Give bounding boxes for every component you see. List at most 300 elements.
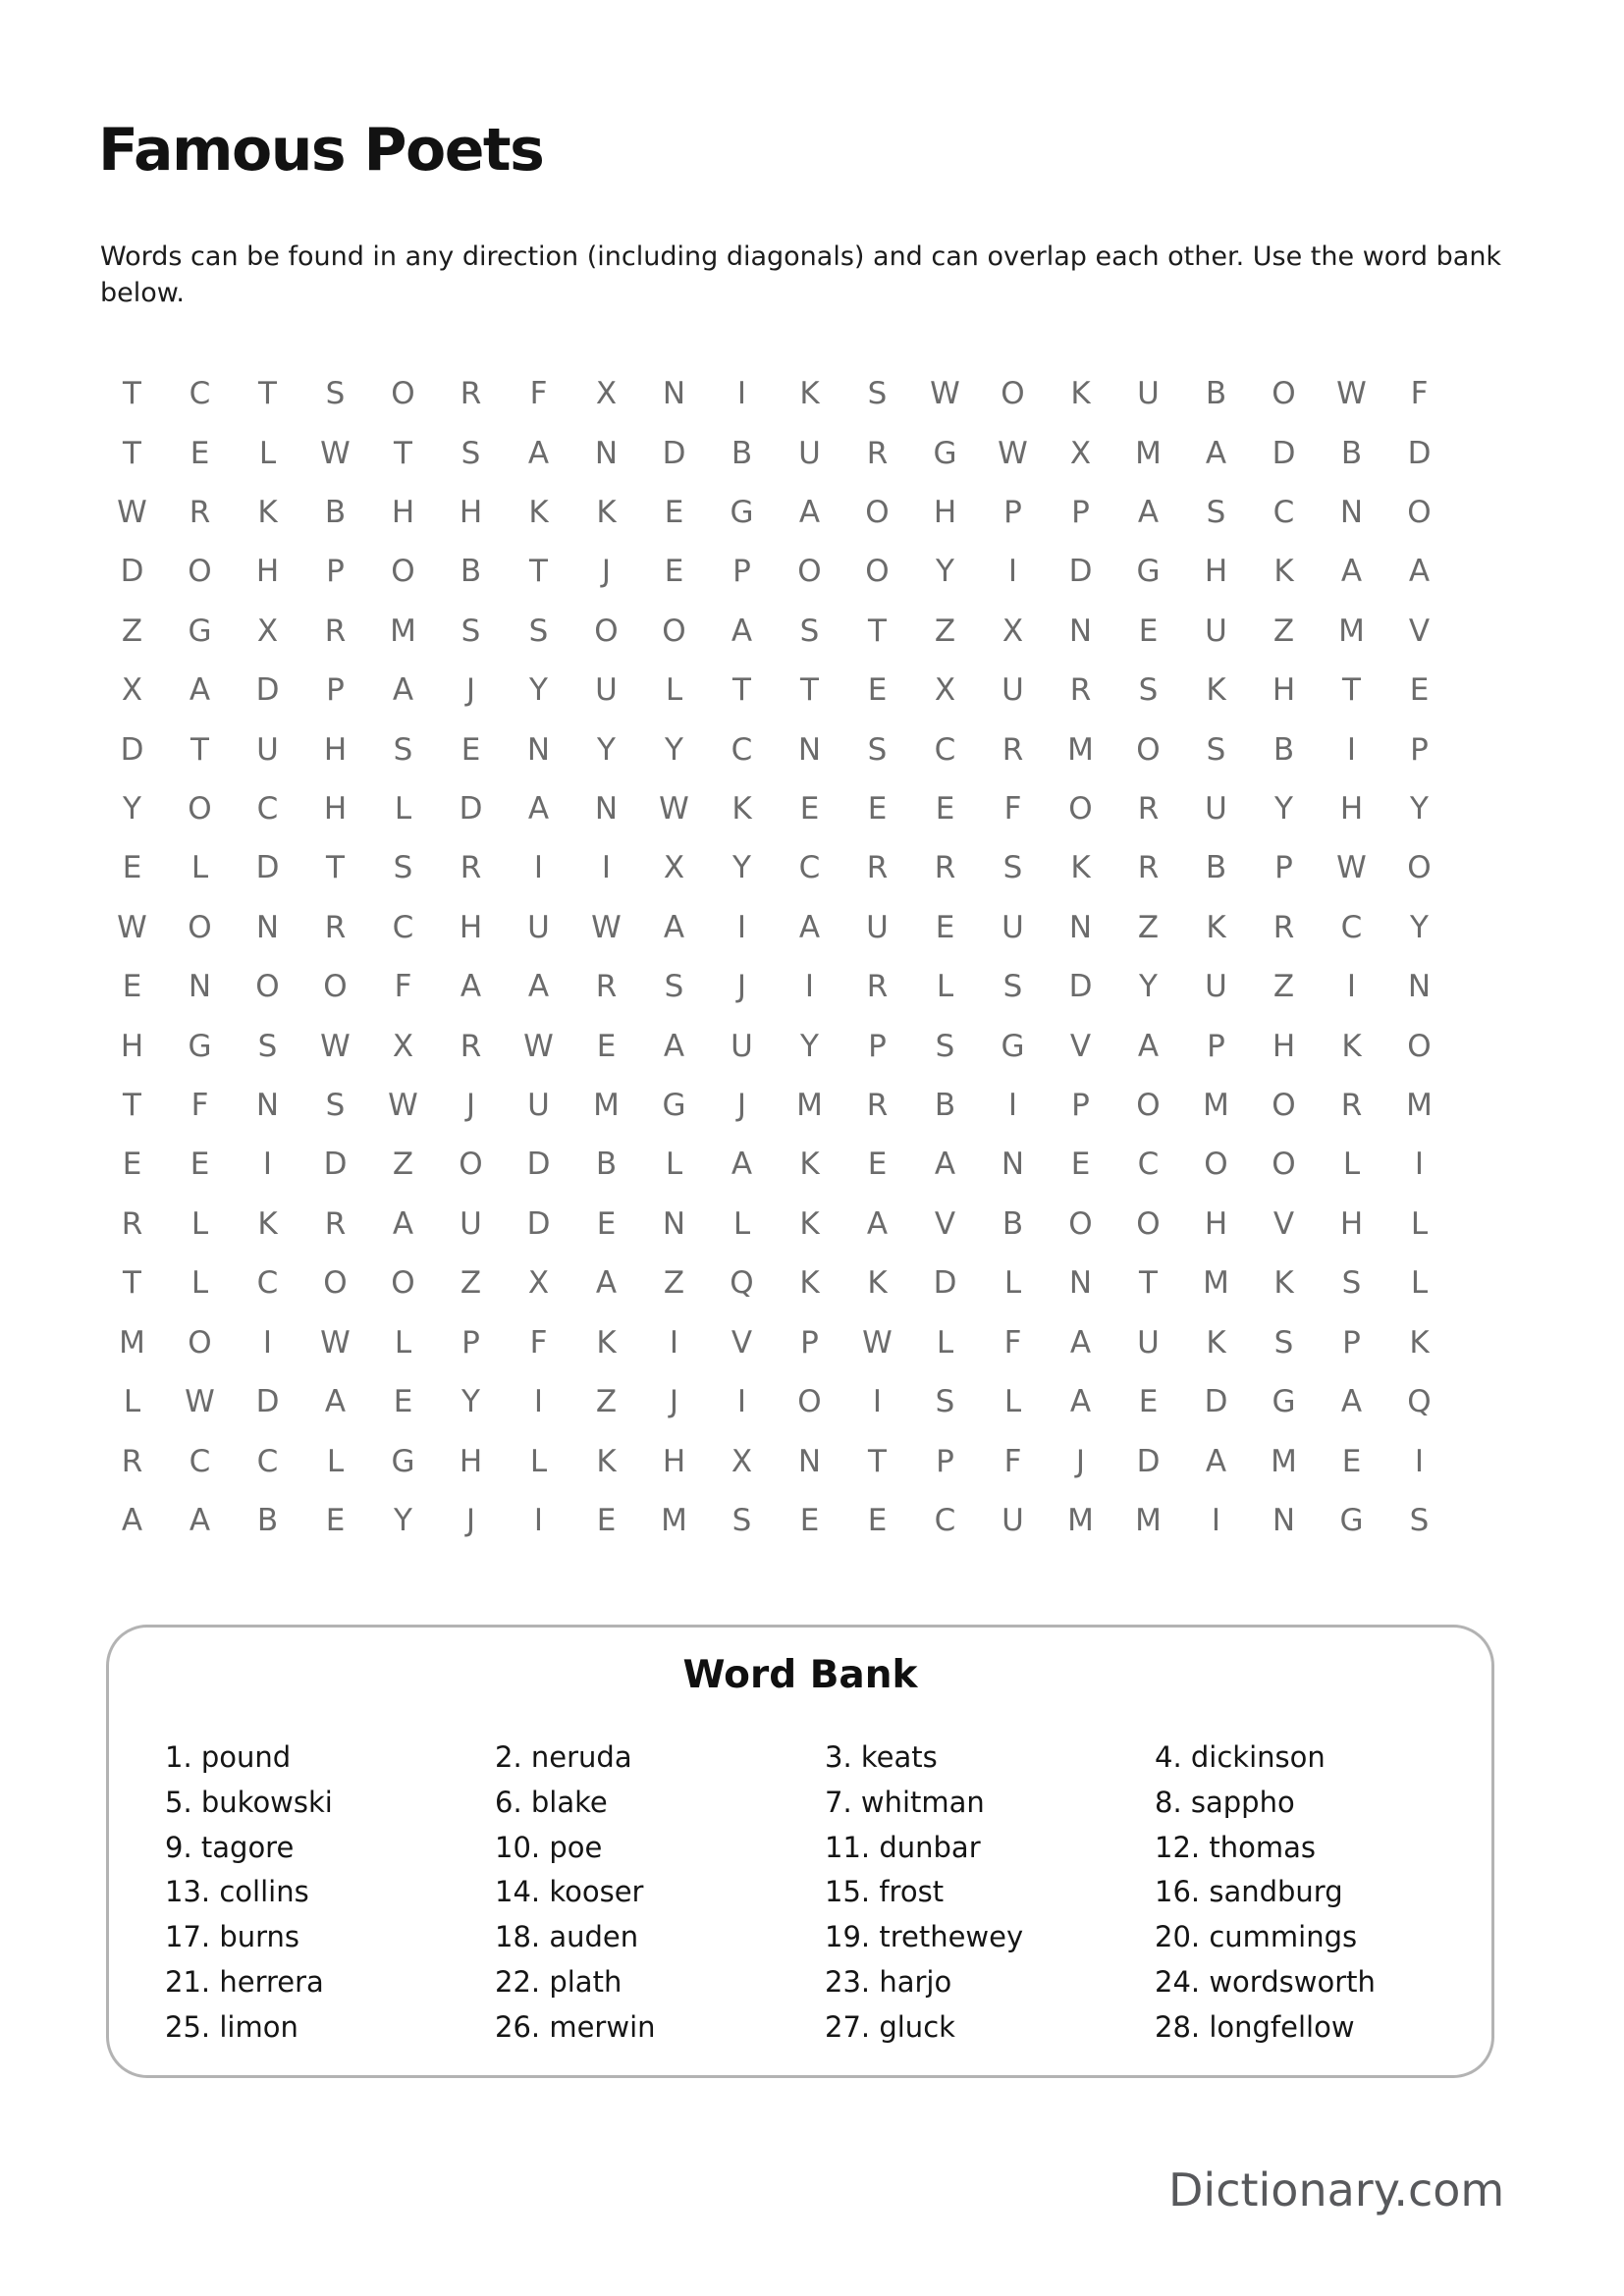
grid-letter: Z [460,1265,482,1302]
grid-letter: E [1409,672,1430,709]
grid-letter: E [122,1147,142,1183]
grid-letter: E [935,791,955,828]
grid-letter: O [1272,1088,1296,1124]
word-text: limon [219,2009,298,2044]
grid-letter: A [189,1502,211,1538]
footer-brand: Dictionary.com [1168,2163,1505,2216]
grid-letter: L [326,1443,345,1479]
grid-letter: M [1203,1088,1229,1124]
grid-letter: N [255,909,280,945]
grid-letter: X [121,672,143,709]
grid-letter: O [188,791,212,828]
grid-letter: T [123,1265,141,1302]
grid-letter: W [117,909,147,945]
grid-letter: D [1068,554,1093,590]
grid-letter: J [601,554,612,590]
grid-letter: W [320,1324,351,1361]
grid-letter: S [799,613,820,649]
word-number: 18. [495,1920,550,1954]
grid-letter: L [1410,1265,1429,1302]
grid-letter: X [731,1443,753,1479]
grid-letter: K [596,495,617,531]
word-bank-item [165,1740,495,1786]
grid-letter: C [1272,495,1295,531]
word-number: 7. [825,1785,861,1819]
grid-letter: T [394,435,412,471]
grid-letter: A [1069,1324,1092,1361]
grid-letter: E [325,1502,346,1538]
grid-letter: R [460,850,482,886]
grid-letter: D [526,1147,551,1183]
grid-letter: S [1206,731,1226,768]
grid-letter: L [1342,1147,1361,1183]
grid-letter: L [665,672,683,709]
grid-letter: I [1007,1088,1018,1124]
grid-letter: S [867,731,888,768]
grid-letter: H [459,495,483,531]
word-text: collins [219,1875,309,1909]
word-number: 8. [1155,1785,1191,1819]
grid-letter: P [1071,495,1090,531]
word-number: 21. [165,1964,220,1999]
grid-letter: A [934,1147,956,1183]
grid-letter: E [1138,613,1159,649]
word-text: sandburg [1209,1875,1343,1909]
grid-letter: P [326,672,345,709]
grid-letter: N [662,1205,686,1242]
word-text: blake [530,1785,608,1819]
grid-letter: B [1205,376,1227,412]
grid-letter: G [1272,1384,1296,1420]
grid-letter: G [662,1088,686,1124]
grid-letter: H [459,1443,483,1479]
grid-letter: K [257,1205,278,1242]
word-number: 28. [1155,2009,1210,2044]
grid-letter: S [460,435,481,471]
grid-letter: A [1069,1384,1092,1420]
grid-letter: A [1137,1028,1160,1064]
grid-letter: N [526,731,551,768]
grid-letter: K [799,1205,820,1242]
grid-letter: C [189,1443,211,1479]
word-text: herrera [219,1964,324,1999]
grid-letter: S [528,613,549,649]
word-number: 15. [825,1875,880,1909]
grid-letter: D [1136,1443,1161,1479]
grid-letter: F [1003,791,1022,828]
grid-letter: R [460,1028,482,1064]
grid-letter: F [529,1324,548,1361]
grid-letter: J [465,1502,476,1538]
grid-letter: A [798,909,821,945]
grid-letter: E [867,1147,888,1183]
grid-letter: B [595,1147,618,1183]
grid-letter: T [732,672,751,709]
grid-letter: I [1414,1147,1425,1183]
grid-letter: E [935,909,955,945]
word-text: tagore [200,1830,295,1864]
word-number: 9. [165,1830,201,1864]
grid-letter: I [804,969,815,1005]
grid-letter: O [1068,1205,1093,1242]
grid-letter: U [1205,969,1227,1005]
grid-letter: B [460,554,482,590]
grid-letter: J [1075,1443,1086,1479]
grid-letter: O [459,1147,483,1183]
grid-letter: G [188,613,212,649]
grid-letter: K [1273,554,1294,590]
word-text: wordsworth [1209,1964,1376,1999]
grid-letter: O [797,1384,822,1420]
grid-letter: N [1068,613,1093,649]
word-bank-item [825,1786,1155,1831]
grid-letter: D [459,791,483,828]
word-number: 22. [495,1964,550,1999]
word-bank-item [825,1831,1155,1876]
grid-letter: V [1408,613,1431,649]
grid-letter: E [799,791,820,828]
grid-letter: T [190,731,209,768]
word-bank-item [495,1831,825,1876]
grid-letter: Y [597,731,616,768]
grid-letter: P [1342,1324,1361,1361]
grid-letter: O [865,495,890,531]
grid-letter: O [594,613,619,649]
grid-letter: U [1001,672,1024,709]
grid-letter: Y [1410,909,1429,945]
grid-letter: M [593,1088,620,1124]
grid-letter: S [731,1502,752,1538]
grid-letter: S [1138,672,1159,709]
grid-letter: A [595,1265,618,1302]
word-search-grid [98,364,1453,1550]
grid-letter: W [930,376,960,412]
grid-letter: L [1410,1205,1429,1242]
grid-letter: W [659,791,689,828]
grid-letter: K [1206,1324,1226,1361]
grid-letter: R [1069,672,1092,709]
grid-letter: P [1410,731,1429,768]
grid-letter: S [393,731,413,768]
grid-letter: K [1070,850,1091,886]
grid-letter: O [188,1324,212,1361]
grid-letter: S [1409,1502,1430,1538]
grid-letter: I [1007,554,1018,590]
grid-letter: S [325,376,346,412]
grid-letter: K [257,495,278,531]
instruction-line: Words can be found in any direction (including diagonals) and can overlap each other. Use the word bank [100,241,1502,272]
grid-letter: H [1339,791,1364,828]
grid-letter: O [662,613,686,649]
grid-letter: K [596,1324,617,1361]
grid-letter: A [866,1205,889,1242]
grid-letter: T [326,850,345,886]
grid-letter: O [1204,1147,1228,1183]
grid-letter: Z [1137,909,1160,945]
grid-letter: W [523,1028,554,1064]
grid-letter: R [1001,731,1024,768]
grid-letter: W [862,1324,893,1361]
grid-letter: O [1136,1205,1161,1242]
grid-letter: S [1002,969,1023,1005]
grid-letter: R [595,969,618,1005]
grid-letter: R [1137,791,1160,828]
grid-letter: L [529,1443,548,1479]
grid-letter: C [731,731,753,768]
grid-letter: G [1136,554,1161,590]
grid-letter: E [1341,1443,1362,1479]
word-bank-item [1155,1965,1485,2010]
grid-letter: I [1211,1502,1221,1538]
grid-letter: M [1406,1088,1433,1124]
grid-letter: D [323,1147,348,1183]
word-text: frost [879,1875,945,1909]
word-number: 14. [495,1875,550,1909]
word-number: 27. [825,2009,880,2044]
grid-letter: E [189,435,210,471]
grid-letter: S [1341,1265,1362,1302]
grid-letter: Y [732,850,751,886]
grid-letter: N [1068,909,1093,945]
grid-letter: S [935,1028,955,1064]
grid-letter: R [189,495,211,531]
grid-letter: S [460,613,481,649]
word-bank-item [1155,1740,1485,1786]
grid-letter: A [1408,554,1431,590]
grid-letter: D [1204,1384,1228,1420]
grid-letter: U [1205,613,1227,649]
word-text: auden [549,1920,639,1954]
grid-letter: A [798,495,821,531]
grid-letter: M [390,613,416,649]
grid-letter: M [1135,435,1162,471]
grid-letter: G [730,495,754,531]
grid-letter: A [527,791,550,828]
grid-letter: X [392,1028,414,1064]
grid-letter: I [533,850,544,886]
grid-letter: B [1272,731,1295,768]
grid-letter: S [867,376,888,412]
grid-letter: K [867,1265,888,1302]
word-text: dunbar [879,1830,981,1864]
grid-letter: O [391,376,415,412]
grid-letter: K [528,495,549,531]
grid-letter: O [1272,376,1296,412]
grid-letter: R [324,1205,347,1242]
word-number: 20. [1155,1920,1210,1954]
grid-letter: N [1272,1502,1296,1538]
grid-letter: F [1003,1443,1022,1479]
grid-letter: R [121,1443,143,1479]
grid-letter: E [799,1502,820,1538]
grid-letter: C [798,850,821,886]
word-bank-item [825,1875,1155,1920]
word-bank-item [165,1920,495,1965]
grid-letter: R [866,850,889,886]
grid-letter: T [1139,1265,1158,1302]
grid-letter: L [1003,1384,1022,1420]
grid-letter: T [868,613,887,649]
grid-letter: F [529,376,548,412]
grid-letter: D [120,731,144,768]
grid-letter: J [736,969,747,1005]
grid-letter: A [1340,1384,1363,1420]
grid-letter: R [866,1088,889,1124]
grid-letter: L [936,1324,954,1361]
grid-letter: U [1137,1324,1160,1361]
grid-letter: J [669,1384,679,1420]
word-bank-item [825,1740,1155,1786]
grid-letter: L [1003,1265,1022,1302]
grid-letter: C [934,731,956,768]
grid-letter: X [1069,435,1092,471]
grid-letter: S [1206,495,1226,531]
word-number: 6. [495,1785,531,1819]
grid-letter: I [736,1384,747,1420]
grid-letter: K [1341,1028,1362,1064]
word-bank-item [495,1920,825,1965]
grid-letter: Z [392,1147,414,1183]
word-text: whitman [860,1785,985,1819]
grid-letter: U [731,1028,753,1064]
word-text: burns [219,1920,300,1954]
grid-letter: D [255,1384,280,1420]
grid-letter: L [665,1147,683,1183]
grid-letter: C [1137,1147,1160,1183]
grid-letter: O [797,554,822,590]
grid-letter: C [1340,909,1363,945]
grid-letter: Z [663,1265,685,1302]
instructions [100,239,1501,311]
grid-letter: M [796,1088,823,1124]
grid-letter: K [1273,1265,1294,1302]
grid-letter: C [189,376,211,412]
grid-letter: N [797,1443,822,1479]
grid-letter: I [669,1324,679,1361]
grid-letter: N [1068,1265,1093,1302]
grid-letter: W [320,435,351,471]
grid-letter: D [1272,435,1296,471]
grid-letter: P [868,1028,887,1064]
grid-letter: N [1001,1147,1025,1183]
grid-letter: O [1001,376,1025,412]
grid-letter: G [933,435,957,471]
grid-letter: R [1340,1088,1363,1124]
grid-letter: D [662,435,686,471]
grid-letter: D [526,1205,551,1242]
grid-letter: H [459,909,483,945]
grid-letter: P [800,1324,819,1361]
grid-letter: A [527,435,550,471]
grid-letter: I [1346,731,1357,768]
grid-letter: I [262,1324,273,1361]
grid-letter: R [1272,909,1295,945]
grid-letter: N [1339,495,1364,531]
word-bank-item [825,2010,1155,2056]
grid-letter: E [122,850,142,886]
grid-letter: D [1407,435,1432,471]
grid-letter: D [255,850,280,886]
grid-letter: K [799,1147,820,1183]
grid-letter: D [1068,969,1093,1005]
grid-letter: H [1204,1205,1228,1242]
grid-letter: P [732,554,751,590]
grid-letter: G [1339,1502,1364,1538]
grid-letter: S [1273,1324,1294,1361]
grid-letter: A [392,672,414,709]
grid-letter: M [1271,1443,1297,1479]
grid-letter: S [1002,850,1023,886]
grid-letter: E [596,1205,617,1242]
grid-letter: Y [461,1384,480,1420]
grid-letter: Z [595,1384,618,1420]
grid-letter: U [527,1088,550,1124]
grid-letter: O [1407,495,1432,531]
grid-letter: U [527,909,550,945]
word-number: 16. [1155,1875,1210,1909]
grid-letter: L [394,1324,412,1361]
grid-letter: L [190,1265,209,1302]
word-text: trethewey [879,1920,1024,1954]
word-bank-item [1155,2010,1485,2056]
word-number: 10. [495,1830,550,1864]
grid-letter: R [121,1205,143,1242]
grid-letter: Y [1139,969,1158,1005]
grid-letter: O [1136,1088,1161,1124]
grid-letter: Z [1272,613,1295,649]
word-text: sappho [1190,1785,1295,1819]
word-text: plath [549,1964,623,1999]
word-bank-item [825,1920,1155,1965]
word-number: 1. [165,1740,201,1774]
grid-letter: P [1207,1028,1225,1064]
grid-letter: I [736,909,747,945]
grid-letter: T [800,672,819,709]
grid-letter: L [732,1205,751,1242]
grid-letter: L [394,791,412,828]
grid-letter: D [120,554,144,590]
grid-letter: K [799,376,820,412]
grid-letter: W [388,1088,418,1124]
grid-letter: B [1205,850,1227,886]
grid-letter: T [1342,672,1361,709]
grid-letter: J [465,672,476,709]
grid-letter: S [935,1384,955,1420]
grid-letter: P [936,1443,954,1479]
word-number: 23. [825,1964,880,1999]
grid-letter: G [391,1443,415,1479]
word-bank-item [495,1965,825,2010]
grid-letter: I [533,1502,544,1538]
grid-letter: A [663,1028,685,1064]
grid-letter: C [934,1502,956,1538]
grid-letter: U [1205,791,1227,828]
grid-letter: M [1338,613,1365,649]
grid-letter: E [596,1028,617,1064]
grid-letter: Y [394,1502,412,1538]
grid-letter: N [1407,969,1432,1005]
grid-letter: U [1001,1502,1024,1538]
grid-letter: B [256,1502,279,1538]
grid-letter: H [323,791,348,828]
word-text: bukowski [200,1785,333,1819]
grid-letter: N [594,791,619,828]
grid-letter: H [120,1028,144,1064]
grid-letter: X [256,613,279,649]
grid-letter: F [394,969,412,1005]
grid-letter: I [736,376,747,412]
grid-letter: P [326,554,345,590]
